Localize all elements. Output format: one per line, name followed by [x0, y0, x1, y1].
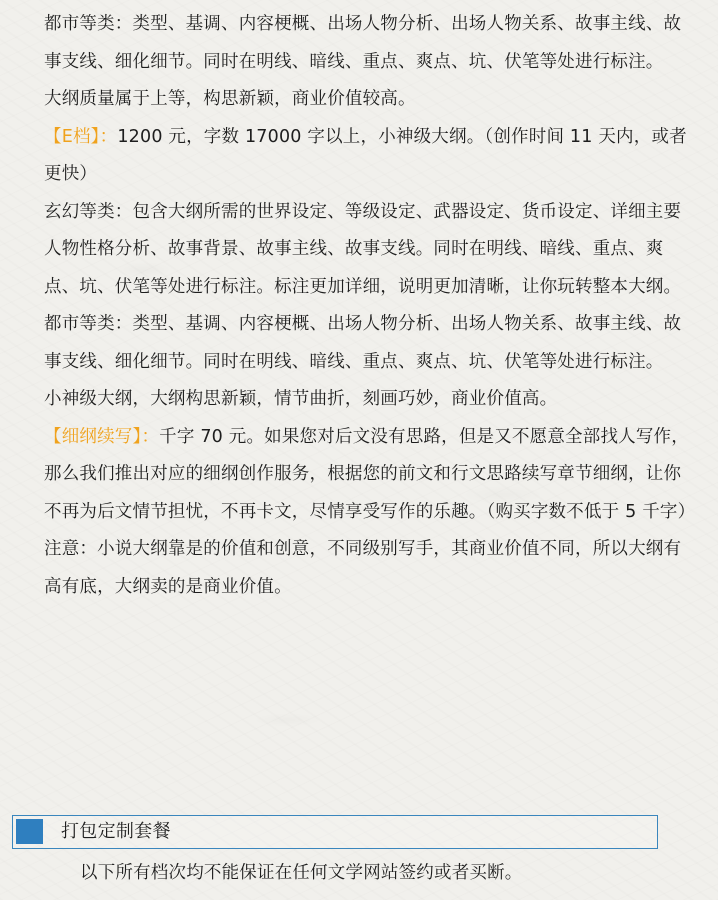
paragraph-fantasy: [44, 194, 694, 307]
section-title: 打包定制套餐: [61, 821, 171, 842]
section-square-icon: [16, 819, 43, 844]
paragraph-summary: [44, 381, 694, 419]
paragraph-text: 注意：小说大纲靠是的价值和创意，不同级别写手，其商业价值不同，所以大纲有高有底，大纲卖的是商业价值。: [44, 539, 682, 597]
paragraph-quality: [44, 81, 694, 119]
continuation-tag: 【细纲续写】：: [44, 426, 160, 447]
paragraph-text: 小神级大纲，大纲构思新颖，情节曲折，刻画巧妙，商业价值高。: [44, 389, 558, 409]
paragraph-tier-e: [44, 119, 694, 194]
article-body: [44, 6, 694, 606]
paragraph-continuation: [44, 419, 694, 532]
paragraph-urban-1: [44, 6, 694, 81]
paragraph-urban-2: [44, 306, 694, 381]
paragraph-text: 都市等类：类型、基调、内容梗概、出场人物分析、出场人物关系、故事主线、故事支线、细化细节。同时在明线、暗线、重点、爽点、坑、伏笔等处进行标注。: [44, 314, 682, 372]
paragraph-text: 都市等类：类型、基调、内容梗概、出场人物分析、出场人物关系、故事主线、故事支线、细化细节。同时在明线、暗线、重点、爽点、坑、伏笔等处进行标注。: [44, 14, 682, 72]
paragraph-text: 玄幻等类：包含大纲所需的世界设定、等级设定、武器设定、货币设定、详细主要人物性格分析、故事背景、故事主线、故事支线。同时在明线、暗线、重点、爽点、坑、伏笔等处进行标注。标注更加详细，说明更加清晰，让你玩转整本大纲。: [44, 201, 682, 297]
section-note: 以下所有档次均不能保证在任何文学网站签约或者买断。: [80, 863, 523, 883]
paragraph-text: 大纲质量属于上等，构思新颖，商业价值较高。: [44, 89, 416, 109]
paragraph-text: 千字 70 元。如果您对后文没有思路，但是又不愿意全部找人写作，那么我们推出对应的细纲创作服务，根据您的前文和行文思路续写章节细纲，让你不再为后文情节担忧，不再卡文，尽情享受写作的乐趣。（购买字数不低于 5 千字）: [44, 426, 696, 522]
section-header-package: [12, 815, 658, 849]
paragraph-text: 1200 元，字数 17000 字以上，小神级大纲。（创作时间 11 天内，或者更快）: [44, 126, 687, 184]
tier-e-tag: 【E档】：: [44, 126, 118, 147]
paragraph-notice: [44, 531, 694, 606]
